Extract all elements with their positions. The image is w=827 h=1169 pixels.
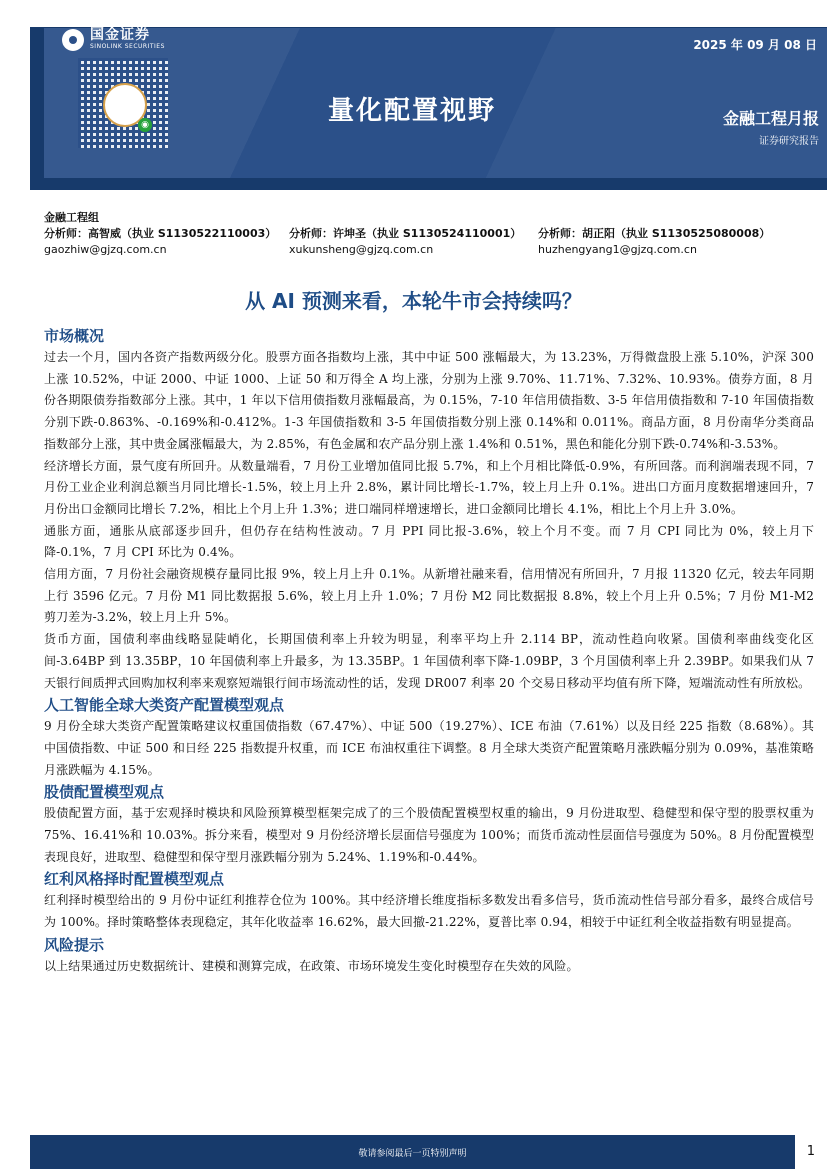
- paragraph-risk: 以上结果通过历史数据统计、建模和测算完成，在政策、市场环境发生变化时模型存在失效的风险。: [44, 958, 579, 973]
- analyst-3-name: 分析师：胡正阳（执业 S1130525080008）: [538, 227, 771, 240]
- footer-disclaimer[interactable]: 敬请参阅最后一页特别声明: [358, 1149, 467, 1159]
- paragraph-monetary: 货币方面，国债利率曲线略显陡峭化，长期国债利率上升较为明显，利率平均上升 2.114 BP，流动性趋向收紧。国债利率曲线变化区间-3.64BP 到 13.35BP，10 年国债利率上升最多，为 13.35BP。1 年国债利率下降-1.09BP，3 个月国债利率上升 2.39BP。如果我们从 7 天银行间质押式回购加权利率来观察短端银行间市场流动性的话，发现 DR007 利率 20 个交易日移动平均值有所下降，短端流动性有所放松。: [44, 632, 814, 690]
- analyst-3-email[interactable]: huzhengyang1@gjzq.com.cn: [538, 243, 697, 256]
- paragraph-market-overview: 过去一个月，国内各资产指数两级分化。股票方面各指数均上涨，其中中证 500 涨幅最大，为 13.23%，万得微盘股上涨 5.10%，沪深 300 上涨 10.52%，中证 2000、中证 1000、上证 50 和万得全 A 均上涨，分别为上涨 9.70%、11.71%、7.32%、10.93%。债券方面，8 月份各期限债券指数部分上涨。其中，1 年以下信用债指数月涨幅最高，为 0.15%，7-10 年信用债指数、3-5 年信用债指数和 7-10 年国债指数分别下跌-0.863%、-0.169%和-0.412%。1-3 年国债指数和 3-5 年国债指数分别上涨 0.14%和 0.011%。商品方面，8 月份南华分类商品指数部分上涨，其中贵金属涨幅最大，为 2.85%，有色金属和农产品分别上涨 1.4%和 0.51%，黑色和能化分别下跌-0.74%和-3.53%。: [44, 350, 814, 451]
- paragraph-stock-bond: 股债配置方面，基于宏观择时模块和风险预算模型框架完成了的三个股债配置模型权重的输出，9 月份进取型、稳健型和保守型的股票权重为 75%、16.41%和 10.03%。拆分来看，模型对 9 月份经济增长层面信号强度为 100%；而货币流动性层面信号强度为 50%。8 月份配置模型表现良好，进取型、稳健型和保守型月涨跌幅分别为 5.24%、1.19%和-0.44%。: [44, 806, 814, 864]
- report-type: 金融工程月报: [722, 109, 819, 128]
- logo-mark-icon: [62, 29, 84, 51]
- company-logo: [62, 28, 165, 51]
- logo-name-en: SINOLINK SECURITIES: [90, 43, 165, 50]
- report-subtype: 证券研究报告: [759, 136, 819, 147]
- section-heading-dividend: 红利风格择时配置模型观点: [44, 870, 225, 889]
- paragraph-inflation: 通胀方面，通胀从底部逐步回升，但仍存在结构性波动。7 月 PPI 同比报-3.6%，较上个月不变。而 7 月 CPI 同比为 0%，较上月下降-0.1%，7 月 CPI 环比为 0.4%。: [44, 523, 814, 560]
- analyst-2-email[interactable]: xukunsheng@gjzq.com.cn: [289, 243, 434, 256]
- analyst-group: 金融工程组: [44, 211, 99, 224]
- analyst-1-email[interactable]: gaozhiw@gjzq.com.cn: [44, 243, 167, 256]
- wechat-badge-icon: ◉: [138, 118, 152, 132]
- section-heading-stock-bond: 股债配置模型观点: [44, 783, 165, 802]
- logo-name-cn: 国金证券: [90, 27, 150, 43]
- report-date: 2025 年 09 月 08 日: [693, 38, 817, 52]
- section-heading-ai-allocation: 人工智能全球大类资产配置模型观点: [44, 696, 285, 715]
- main-title: 从 AI 预测来看，本轮牛市会持续吗？: [245, 289, 582, 313]
- paragraph-ai-allocation: 9 月份全球大类资产配置策略建议权重国债指数（67.47%）、中证 500（19.27%）、ICE 布油（7.61%）以及日经 225 指数（8.68%）。其中国债指数、中证 500 和日经 225 指数提升权重，而 ICE 布油权重往下调整。8 月全球大类资产配置策略月涨跌幅分别为 0.09%，基准策略月涨跌幅为 4.15%。: [44, 719, 814, 777]
- paragraph-credit: 信用方面，7 月份社会融资规模存量同比报 9%，较上月上升 0.1%。从新增社融来看，信用情况有所回升，7 月报 11320 亿元，较去年同期上行 3596 亿元。7 月份 M1 同比数据报 5.6%，较上月上升 1.0%；7 月份 M2 同比数据报 8.8%，较上个月上升 0.5%；7 月份 M1-M2 剪刀差为-3.2%，较上月上升 5%。: [44, 567, 814, 625]
- paragraph-dividend: 红利择时模型给出的 9 月份中证红利推荐仓位为 100%。其中经济增长维度指标多数发出看多信号，货币流动性信号部分看多，最终合成信号为 100%。择时策略整体表现稳定，其年化收益率 16.62%，最大回撤-21.22%，夏普比率 0.94，相较于中证红利全收益指数有明显提高。: [44, 893, 814, 930]
- analyst-2-name: 分析师：许坤圣（执业 S1130524110001）: [289, 227, 522, 240]
- section-heading-risk: 风险提示: [44, 935, 105, 954]
- section-heading-market: 市场概况: [44, 327, 105, 345]
- report-body: [44, 325, 814, 978]
- report-series-title: 量化配置视野: [328, 96, 497, 126]
- analyst-block: [44, 210, 814, 258]
- paragraph-economic-growth: 经济增长方面，景气度有所回升。从数量端看，7 月份工业增加值同比报 5.7%，和上个月相比降低-0.9%，有所回落。而利润端表现不同，7 月份工业企业利润总额当月同比增长-1.5%，较上月上升 2.8%，累计同比增长-1.7%，较上月上升 0.1%。进出口方面月度数据增速回升，7 月份出口金额同比增长 7.2%，相比上个月上升 1.3%；进口端同样增速增长，进口金额同比增长 4.1%，相比上个月上升 3.0%。: [44, 458, 814, 516]
- analyst-1-name: 分析师：高智威（执业 S1130522110003）: [44, 227, 277, 240]
- page-number: 1: [806, 1144, 815, 1159]
